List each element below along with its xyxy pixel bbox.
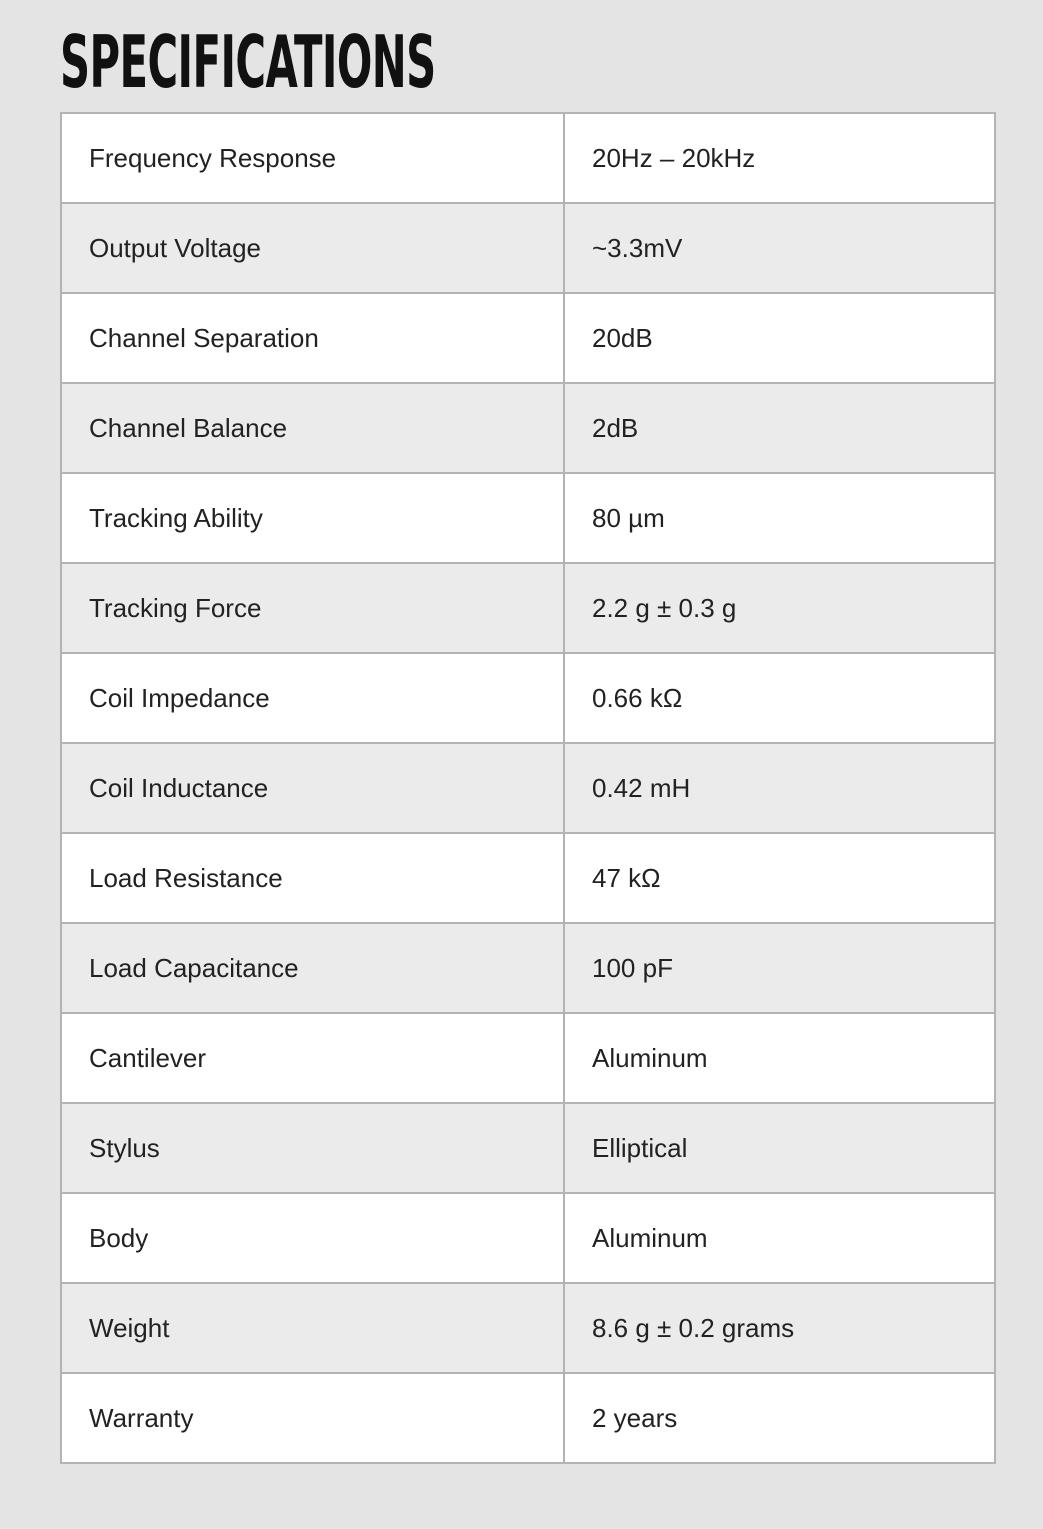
table-row bbox=[61, 203, 995, 293]
spec-value: Elliptical bbox=[564, 1103, 995, 1193]
spec-value: 0.42 mH bbox=[564, 743, 995, 833]
spec-label: Channel Balance bbox=[61, 383, 564, 473]
spec-label: Coil Inductance bbox=[61, 743, 564, 833]
table-row bbox=[61, 1373, 995, 1463]
spec-label: Cantilever bbox=[61, 1013, 564, 1103]
table-row bbox=[61, 833, 995, 923]
spec-label: Frequency Response bbox=[61, 113, 564, 203]
table-row bbox=[61, 1193, 995, 1283]
spec-value: 2dB bbox=[564, 383, 995, 473]
table-row bbox=[61, 1103, 995, 1193]
spec-value: 20dB bbox=[564, 293, 995, 383]
spec-value: 47 kΩ bbox=[564, 833, 995, 923]
spec-value: Aluminum bbox=[564, 1013, 995, 1103]
spec-label: Stylus bbox=[61, 1103, 564, 1193]
specifications-table bbox=[60, 112, 996, 1464]
spec-value: ~3.3mV bbox=[564, 203, 995, 293]
spec-value: Aluminum bbox=[564, 1193, 995, 1283]
spec-label: Warranty bbox=[61, 1373, 564, 1463]
spec-label: Body bbox=[61, 1193, 564, 1283]
spec-label: Channel Separation bbox=[61, 293, 564, 383]
spec-value: 2.2 g ± 0.3 g bbox=[564, 563, 995, 653]
spec-value: 20Hz – 20kHz bbox=[564, 113, 995, 203]
table-row bbox=[61, 563, 995, 653]
table-row bbox=[61, 743, 995, 833]
spec-label: Load Resistance bbox=[61, 833, 564, 923]
table-row bbox=[61, 653, 995, 743]
spec-label: Weight bbox=[61, 1283, 564, 1373]
table-row bbox=[61, 923, 995, 1013]
table-row bbox=[61, 383, 995, 473]
table-row bbox=[61, 473, 995, 563]
spec-value: 8.6 g ± 0.2 grams bbox=[564, 1283, 995, 1373]
spec-label: Coil Impedance bbox=[61, 653, 564, 743]
table-row bbox=[61, 1013, 995, 1103]
table-row bbox=[61, 113, 995, 203]
spec-value: 0.66 kΩ bbox=[564, 653, 995, 743]
spec-value: 100 pF bbox=[564, 923, 995, 1013]
spec-label: Load Capacitance bbox=[61, 923, 564, 1013]
table-row bbox=[61, 293, 995, 383]
spec-value: 80 µm bbox=[564, 473, 995, 563]
spec-value: 2 years bbox=[564, 1373, 995, 1463]
spec-label: Tracking Force bbox=[61, 563, 564, 653]
table-row bbox=[61, 1283, 995, 1373]
page-title: SPECIFICATIONS bbox=[60, 20, 436, 104]
spec-label: Tracking Ability bbox=[61, 473, 564, 563]
spec-label: Output Voltage bbox=[61, 203, 564, 293]
